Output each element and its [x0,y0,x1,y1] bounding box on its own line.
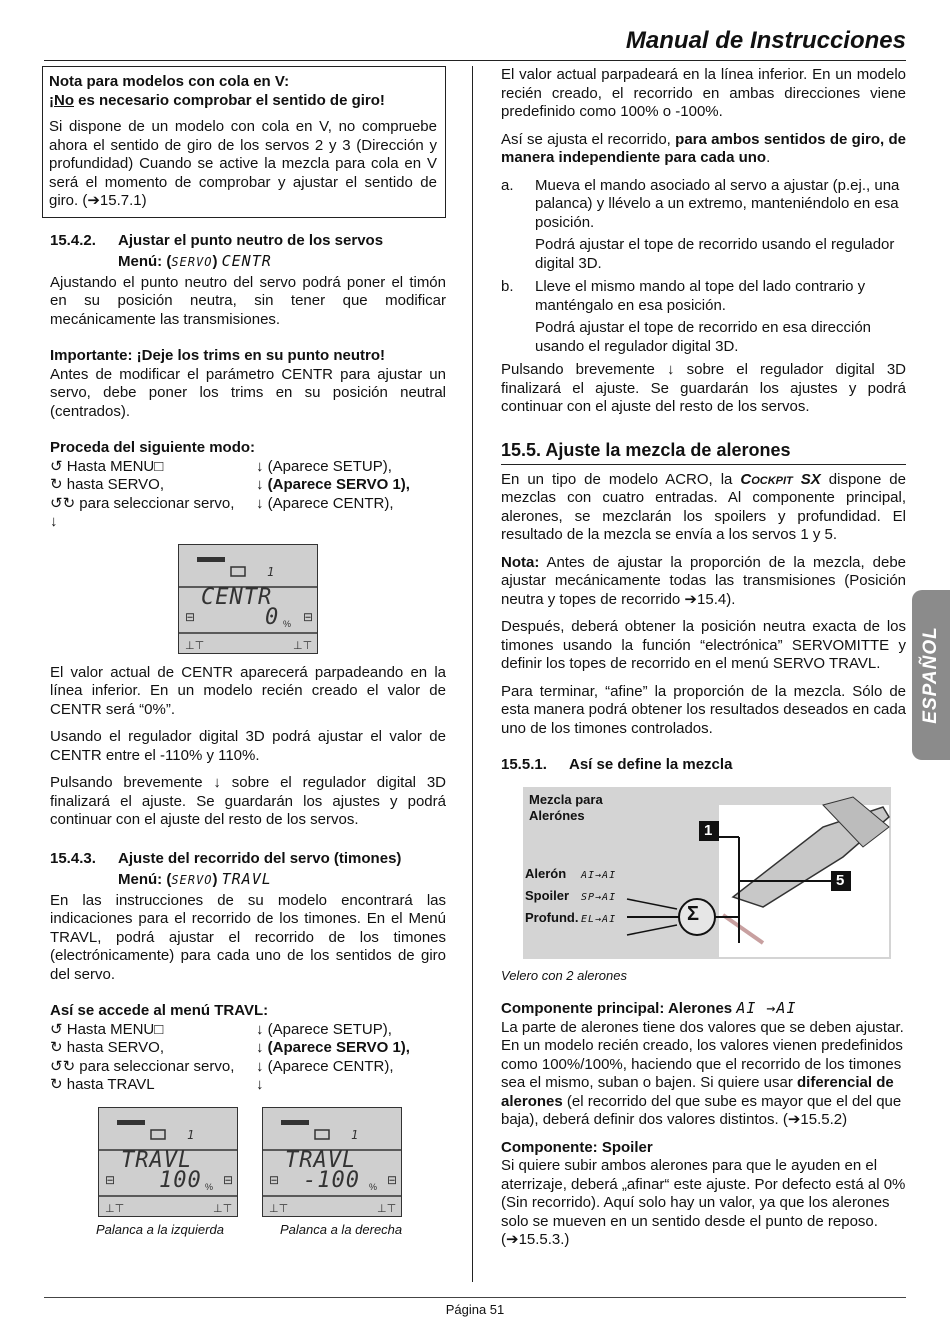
section-15-4-3-title: 15.4.3. Ajuste del recorrido del servo (timones) [50,849,402,867]
footer-rule [44,1297,906,1298]
header-rule [44,60,906,61]
travl-paragraph-2: Así se ajusta el recorrido, para ambos sentidos de giro, de manera independiente para cada uno. [501,130,906,166]
column-divider [472,66,473,1282]
left-column [50,66,446,1239]
lcd-value: -100 [303,1167,360,1193]
travl-captions [50,1221,446,1240]
diagram-row-label: Spoiler [525,887,570,903]
lcd-line-1: TRAVL [121,1147,193,1173]
centr-nav-steps [50,458,446,532]
svg-text:⊟: ⊟ [269,1172,280,1187]
note-title-rest: es necesario comprobar el sentido de giro! [74,91,385,109]
component-main-body: La parte de alerones tiene dos valores que se deben ajustar. En un modelo recién creado, los valores vienen predefinidos como 100%/100%, haciendo que el recorrido de los timones sea el mismo, suban o bajen. Si quiere usar diferencial de alerones (el recorrido del que sube es mayor que el del que baja), deberá definir dos valores distintos. (➔15.5.2) [501,1018,904,1128]
travl-lcd-left [98,1107,238,1217]
travl-paragraph-1: El valor actual parpadeará en la línea inferior. En un modelo recién creado, el recorrido en ambas direcciones viene predefinido como 100% o -100%. [501,66,906,120]
travl-lcd-pair [50,1107,446,1217]
svg-text:⊥⊤: ⊥⊤ [185,639,205,652]
mix-paragraph-2: Después, deberá obtener la posición neutra exacta de los timones usando la función “electrónica” SERVOMITTE y definir los topes de recorrido en el menú SERVO TRAVL. [501,618,906,672]
servo-1-label: 1 [704,821,713,839]
section-15-4-2-menu: Menú: (SERVO) CENTR [118,252,272,270]
nav-step: ↻ hasta TRAVL ↓ [50,1076,264,1093]
page-number: Página 51 [445,1302,505,1317]
diagram-row-label: Profund. [525,909,579,925]
lcd-value: 100 [159,1167,202,1193]
diagram-caption: Velero con 2 alerones [501,967,627,983]
mix-paragraph-3: Para terminar, “afine” la proporción de la mezcla. Sólo de esta manera podrá obtener los resultados deseados en cada uno de los timones controlados. [501,682,906,737]
travl-paragraph-3: Pulsando brevemente ↓ sobre el regulador digital 3D finalizará el ajuste. Se guardarán los ajustes y podrá continuar con el ajuste del resto de los servos. [501,361,906,415]
list-item: a. Mueva el mando asociado al servo a ajustar (p.ej., una palanca) y llévelo a un extremo, manteniéndolo en esa posición. [501,176,900,231]
lcd-channel: 1 [267,564,276,579]
svg-text:⊟: ⊟ [303,609,314,624]
nav-step: ↓ [50,513,58,530]
list-item-sub: Podrá ajustar el tope de recorrido usando el regulador digital 3D. [535,236,895,272]
section-15-5-1-title: 15.5.1. Así se define la mezcla [501,756,733,773]
note-title-2 [49,92,437,111]
travl-access-title: Así se accede al menú TRAVL: [50,1002,269,1019]
important-body: Antes de modificar el parámetro CENTR para ajustar un servo, debe poner los trims en su posición neutral (centrados). [50,365,446,420]
lcd-value: 0 [265,604,280,630]
sum-icon: Σ [687,902,700,925]
note-title-1: Nota para modelos con cola en V: [49,73,290,90]
centr-paragraph-3: Usando el regulador digital 3D podrá ajustar el valor de CENTR entre el -110% y 110%. [50,728,446,764]
caption-left: Palanca a la izquierda [96,1221,224,1237]
diagram-row-code: AI→AI [581,869,617,881]
nav-step: ↺↻ para seleccionar servo, ↓ (Aparece CENTR), [50,1057,394,1075]
right-column [501,66,906,1259]
note-body: Si dispone de un modelo con cola en V, no compruebe ahora el sentido de giro de los servos 2 y 3 (Dirección y profundidad) Cuando se active la mezcla para cola en V será el momento de comprobar y ajustar el sentido de giro. (➔15.7.1) [49,118,437,209]
travl-nav-steps [50,1021,446,1095]
svg-text:⊥⊤: ⊥⊤ [293,639,313,652]
diagram-row-code: SP→AI [581,891,617,903]
svg-text:⊟: ⊟ [387,1172,398,1187]
diagram-row-label: Alerón [525,865,567,881]
lcd-unit: % [205,1181,214,1192]
centr-lcd [178,544,318,654]
diagram-row-code: EL→AI [581,913,617,925]
language-tab-label: ESPAÑOL [919,626,941,724]
lcd-unit: % [369,1181,378,1192]
centr-intro: Ajustando el punto neutro del servo podrá poner el timón en su posición neutra, sin tener que modificar mecánicamente las transmisiones. [50,273,446,328]
lcd-channel: 1 [351,1127,360,1142]
note-title-underlined: ¡No [49,91,74,109]
diagram-title-2: Alerónes [529,807,585,823]
lcd-line-1: CENTR [201,584,273,610]
mix-note: Nota: Antes de ajustar la proporción de la mezcla, debe ajustar mecánicamente todas las transmisiones (Posición neutra y topes de recorrido ➔15.4). [501,553,906,608]
mix-diagram [523,787,891,959]
language-tab [912,590,950,760]
important-title: Importante: ¡Deje los trims en su punto neutro! [50,347,386,364]
svg-text:⊥⊤: ⊥⊤ [213,1202,233,1215]
list-item-sub: Podrá ajustar el tope de recorrido en esa dirección usando el regulador digital 3D. [535,319,872,355]
page-title: Manual de Instrucciones [625,27,906,54]
svg-text:⊟: ⊟ [105,1172,116,1187]
svg-text:⊥⊤: ⊥⊤ [105,1202,125,1215]
nav-step: ↻ hasta SERVO, ↓ (Aparece SERVO 1), [50,476,410,493]
nav-step: ↺ Hasta MENU□ ↓ (Aparece SETUP), [50,1020,392,1038]
component-spoiler-title: Componente: Spoiler [501,1138,653,1156]
component-spoiler-body: Si quiere subir ambos alerones para que le ayuden en el aterrizaje, deberá „afinar“ este ajuste. Por defecto está al 0% (Sin recorrido). Aquí solo hay un valor, ya que los alerones solo se mueven en un sentido desde el punto de reposo. (➔15.5.3.) [501,1157,906,1248]
nav-step: ↻ hasta SERVO, ↓ (Aparece SERVO 1), [50,1039,410,1056]
svg-text:⊟: ⊟ [223,1172,234,1187]
section-15-4-3-menu: Menú: (SERVO) TRAVL [118,870,272,888]
note-box [42,66,446,218]
caption-right: Palanca a la derecha [280,1221,403,1237]
centr-paragraph-2: El valor actual de CENTR aparecerá parpadeando en la línea inferior. En un modelo recién creado el valor de CENTR será “0%”. [50,663,446,718]
section-15-4-2-title: 15.4.2. Ajustar el punto neutro de los servos [50,231,384,249]
mix-paragraph-1: En un tipo de modelo ACRO, la Cockpit SX dispone de mezclas con cuatro entradas. Al componente principal, alerones, se mezclarán los spoilers y profundidad. El resultado de la mezcla se envía a los servos 1 y 5. [501,470,906,543]
lcd-unit: % [283,618,292,629]
lcd-channel: 1 [187,1127,196,1142]
nav-step: ↺↻ para seleccionar servo, ↓ (Aparece CENTR), [50,494,394,512]
travl-intro: En las instrucciones de su modelo encontrará las indicaciones para el recorrido de los timones. En el Menú TRAVL, podrá ajustar el recorrido de los timones (electrónicamente) para cada uno de los sentidos de giro del servo. [50,891,446,983]
travl-lcd-right [262,1107,402,1217]
nav-step: ↺ Hasta MENU□ ↓ (Aparece SETUP), [50,457,392,475]
list-item: b. Lleve el mismo mando al tope del lado contrario y manténgalo en esa posición. [501,278,866,314]
svg-text:⊟: ⊟ [185,609,196,624]
component-main-title: Componente principal: Alerones AI →AI [501,999,797,1017]
servo-5-label: 5 [836,871,845,889]
centr-paragraph-4: Pulsando brevemente ↓ sobre el regulador digital 3D finalizará el ajuste. Se guardarán los ajustes y podrá continuar con el ajuste del resto de los servos. [50,774,446,828]
svg-text:⊥⊤: ⊥⊤ [269,1202,289,1215]
diagram-title-1: Mezcla para [529,791,603,807]
lcd-line-1: TRAVL [285,1147,357,1173]
procedure-title: Proceda del siguiente modo: [50,439,256,456]
svg-text:⊥⊤: ⊥⊤ [377,1202,397,1215]
section-15-5-heading: 15.5. Ajuste la mezcla de alerones [501,439,906,465]
centr-lcd-figure [178,544,318,654]
